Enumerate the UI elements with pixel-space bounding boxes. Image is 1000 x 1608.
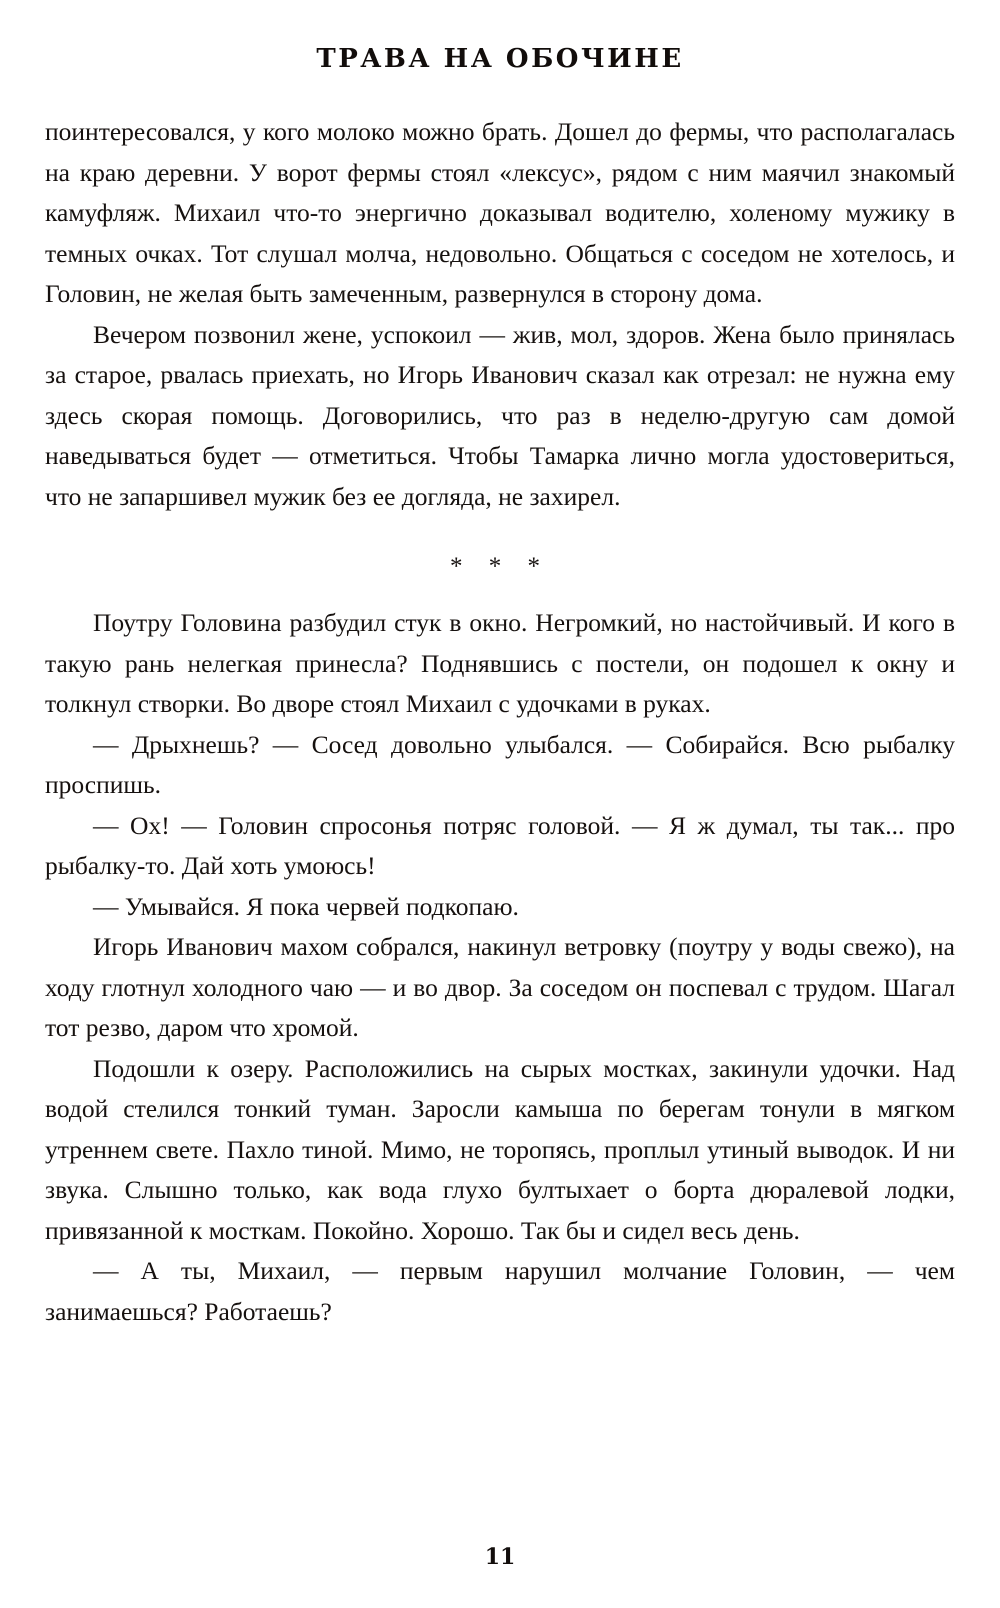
paragraph: — Ох! — Головин спросонья потряс головой. — Я ж думал, ты так... про рыбалку-то. Дай хоть умоюсь! <box>45 810 955 880</box>
paragraph: Вечером позвонил жене, успокоил — жив, мол, здоров. Жена было принялась за старое, рвалась приехать, но Игорь Иванович сказал как отрезал: не нужна ему здесь скорая помощь. Договорились, что раз в неделю-другую сам домой наведываться будет — отметиться. Чтобы Тамарка лично могла удостовериться, что не запаршивел мужик без ее догляда, не захирел. <box>45 319 955 511</box>
body-text-bottom <box>45 603 955 1332</box>
paragraph: Подошли к озеру. Расположились на сырых мостках, закинули удочки. Над водой стелился тонкий туман. Заросли камыша по берегам тонули в мягком утреннем свете. Пахло тиной. Мимо, не торопясь, проплыл утиный выводок. И ни звука. Слышно только, как вода глухо бултыхает о борта дюралевой лодки, привязанной к мосткам. Покойно. Хорошо. Так бы и сидел весь день. <box>45 1053 955 1245</box>
paragraph: — А ты, Михаил, — первым нарушил молчание Головин, — чем занимаешься? Работаешь? <box>45 1256 955 1326</box>
paragraph: поинтересовался, у кого молоко можно брать. Дошел до фермы, что располагалась на краю деревни. У ворот фермы стоял «лексус», рядом с ним маячил знакомый камуфляж. Михаил что-то энергично доказывал водителю, холеному мужику в темных очках. Тот слушал молча, недовольно. Общаться с соседом не хотелось, и Головин, не желая быть замеченным, развернулся в сторону дома. <box>45 117 955 308</box>
running-head: ТРАВА НА ОБОЧИНЕ <box>316 44 684 74</box>
paragraph: Игорь Иванович махом собрался, накинул ветровку (поутру у воды свежо), на ходу глотнул холодного чаю — и во двор. За соседом он поспевал с трудом. Шагал тот резво, даром что хромой. <box>45 932 955 1042</box>
scene-break: * * * <box>450 553 550 580</box>
paragraph: — Дрыхнешь? — Сосед довольно улыбался. — Собирайся. Всю рыбалку проспишь. <box>45 729 955 799</box>
paragraph: Поутру Головина разбудил стук в окно. Негромкий, но настойчивый. И кого в такую рань нелегкая принесла? Поднявшись с постели, он подошел к окну и толкнул створки. Во дворе стоял Михаил с удочками в руках. <box>45 608 955 718</box>
body-text-top <box>45 112 955 517</box>
paragraph: — Умывайся. Я пока червей подкопаю. <box>93 891 519 921</box>
page-number: 11 <box>484 1544 516 1570</box>
